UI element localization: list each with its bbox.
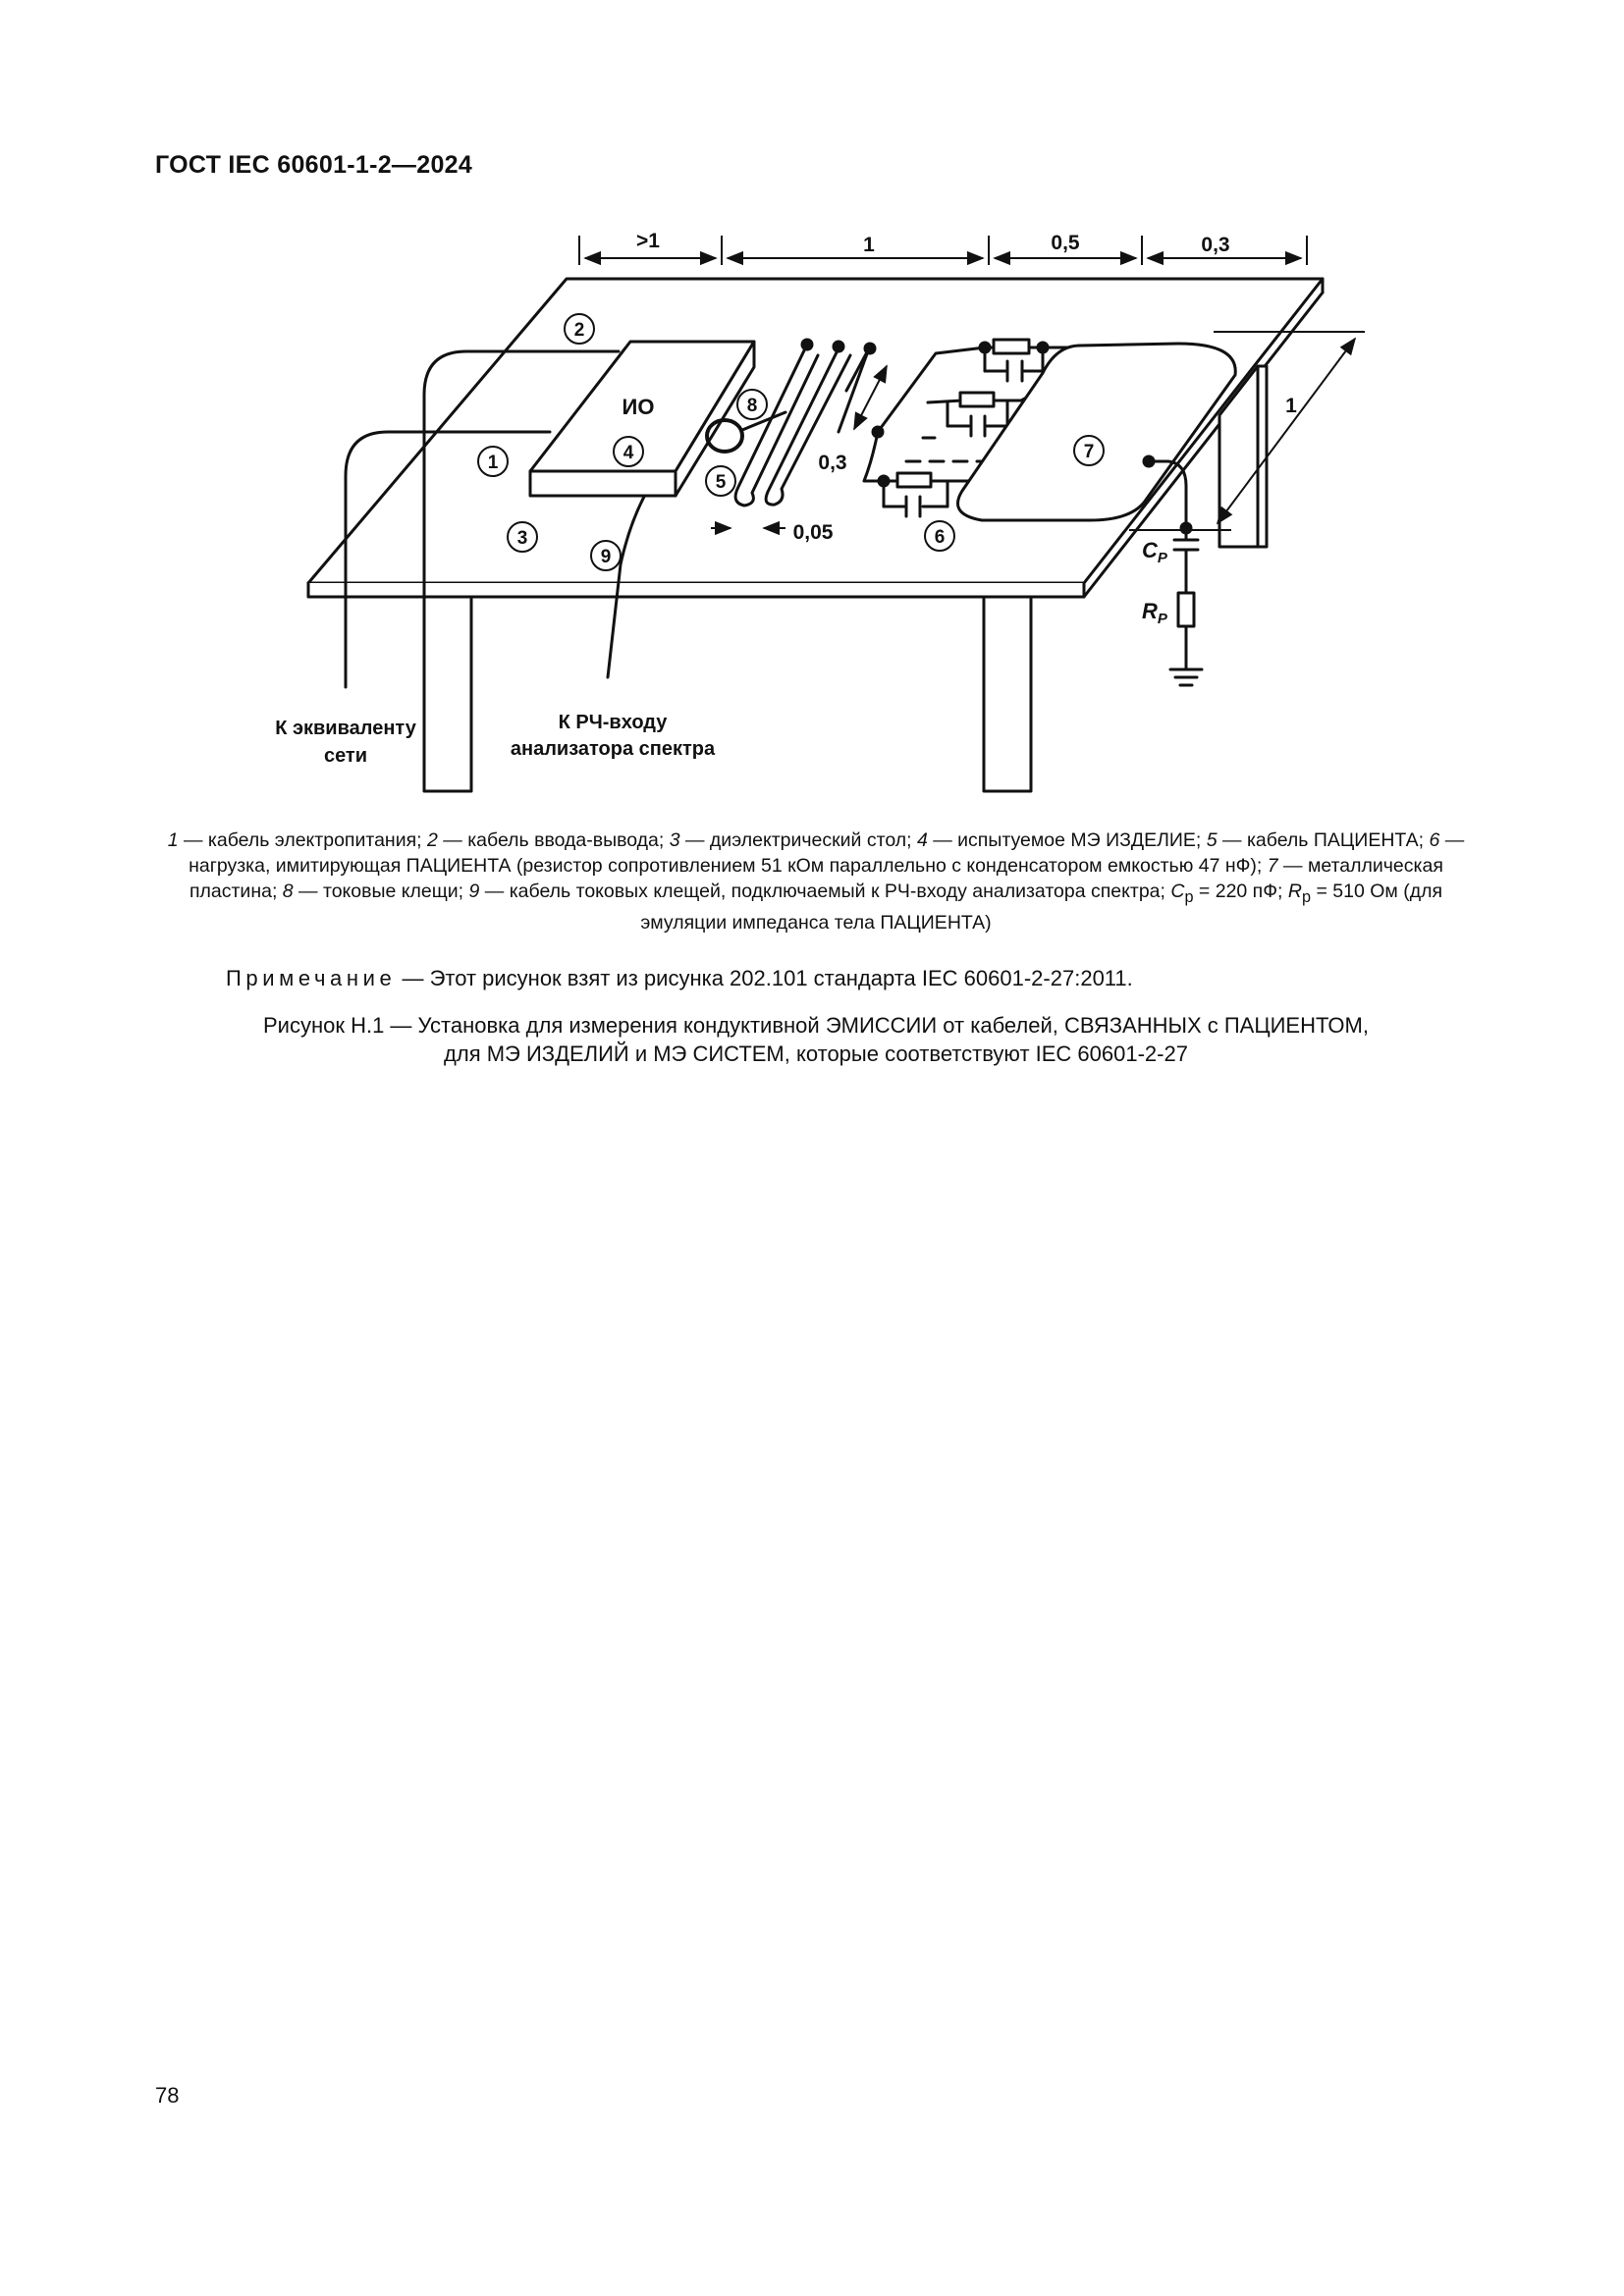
dim-label-3: 0,5: [1051, 232, 1080, 254]
marker-2: 2: [573, 320, 585, 341]
page-number: 78: [155, 2083, 180, 2108]
caption-line1: Рисунок Н.1 — Установка для измерения кондуктивной ЭМИССИИ от кабелей, СВЯЗАННЫХ с ПАЦИЕНТОМ,: [263, 1013, 1369, 1038]
test-setup-diagram: [0, 0, 1624, 825]
mains-label-line1: К эквиваленту: [275, 718, 416, 739]
figure-caption: [155, 1011, 1477, 1068]
note-label: Примечание: [226, 966, 397, 990]
document-header: ГОСТ IEC 60601-1-2—2024: [155, 151, 473, 179]
marker-3: 3: [516, 528, 528, 549]
figure-legend: 1 — кабель электропитания; 2 — кабель ввода-вывода; 3 — диэлектрический стол; 4 — испытуемое МЭ ИЗДЕЛИЕ; 5 — кабель ПАЦИЕНТА; 6 — нагрузка, имитирующая ПАЦИЕНТА (резистор сопротивлением 51 кОм параллельно с конденсатором емкостью 47 нФ); 7 — металлическая пластина; 8 — токовые клещи; 9 — кабель токовых клещей, подключаемый к РЧ-входу анализатора спектра; $C_р = 220$ пФ; $R_р = 510$ Ом (для эмуляции импеданса тела ПАЦИЕНТА): [167, 829, 1465, 934]
caption-line2: для МЭ ИЗДЕЛИЙ и МЭ СИСТЕМ, которые соответствуют IEC 60601-2-27: [444, 1041, 1188, 1066]
marker-6: 6: [934, 527, 946, 548]
dim-label-4: 0,3: [1201, 234, 1230, 256]
cp-label: $C_P$: [1142, 538, 1167, 566]
analyzer-label-line2: анализатора спектра: [510, 738, 716, 760]
marker-4: 4: [623, 443, 634, 463]
dim-label-1: >1: [636, 230, 660, 252]
table-leg-front-right: [984, 597, 1031, 791]
rp-label: $R_P$: [1142, 599, 1167, 627]
rp-resistor: [1178, 593, 1194, 626]
analyzer-label-line1: К РЧ-входу: [558, 712, 668, 733]
marker-9: 9: [600, 547, 612, 567]
dim-label-gap: 0,05: [792, 521, 834, 544]
table-leg-front-left: [424, 597, 471, 791]
marker-5: 5: [715, 472, 727, 493]
marker-8: 8: [746, 396, 758, 416]
figure-note: [226, 966, 1133, 991]
note-text: — Этот рисунок взят из рисунка 202.101 стандарта IEC 60601-2-27:2011.: [396, 966, 1133, 990]
mains-label-line2: сети: [323, 745, 368, 767]
dim-label-right: 1: [1285, 395, 1297, 417]
marker-1: 1: [487, 453, 499, 473]
dim-label-2: 1: [863, 234, 875, 256]
eut-label: ИО: [622, 395, 655, 419]
marker-7: 7: [1083, 442, 1095, 462]
dim-label-small: 0,3: [818, 452, 847, 474]
